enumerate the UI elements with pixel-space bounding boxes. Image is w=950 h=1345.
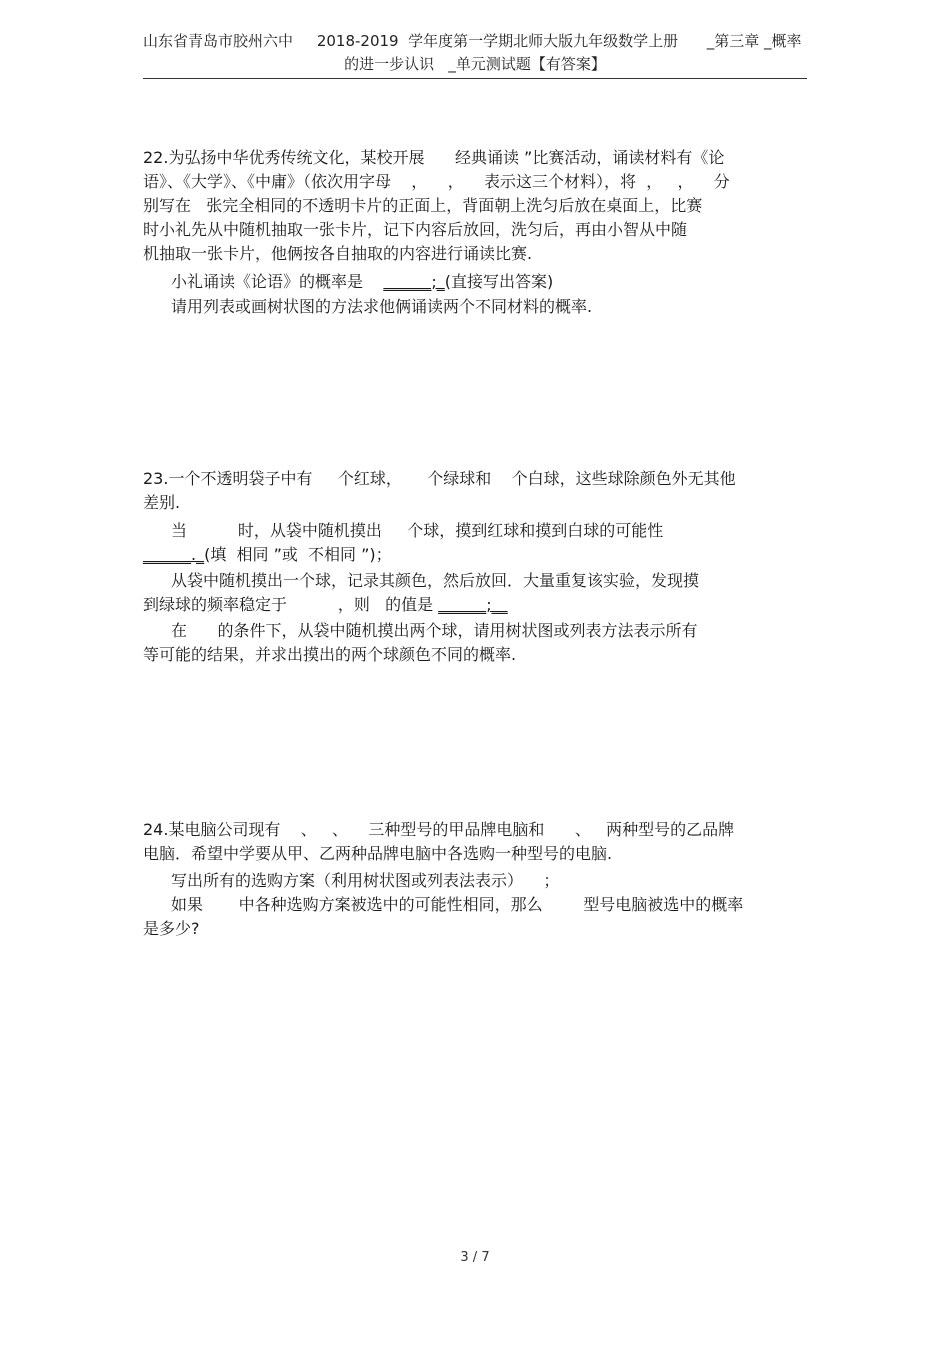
q24-stem-line-1: 24.某电脑公司现有 、 、 三种型号的甲品牌电脑和 、 两种型号的乙品牌 [143, 820, 735, 839]
q23-part-1-note: (填 相同 ”或 不相同 ”)； [204, 545, 392, 564]
q22-part-1-text: 小礼诵读《论语》的概率是 [171, 272, 384, 291]
q23-stem-line-1: 23.一个不透明袋子中有 个红球， 个绿球和 个白球，这些球除颜色外无其他 [143, 469, 736, 488]
q23-part-2-text: 到绿球的频率稳定于 ，则 的值是 [143, 595, 439, 614]
q23-part-2-cont [143, 593, 508, 617]
q22-stem-line-4: 时小礼先从中随机抽取一张卡片，记下内容后放回，洗匀后，再由小智从中随 [143, 220, 688, 239]
q22-part-2: 请用列表或画树状图的方法求他俩诵读两个不同材料的概率. [171, 297, 593, 316]
q22-part-1 [171, 270, 553, 294]
page-header [143, 30, 807, 76]
q24-part-2-cont: 是多少? [143, 919, 200, 938]
q23-part-1: 当 时，从袋中随机摸出 个球，摸到红球和摸到白球的可能性 [171, 521, 664, 540]
q23-answer-blank-2: ______;__ [438, 595, 508, 614]
header-divider [143, 78, 807, 79]
q22-stem-line-2: 语》、《大学》、《中庸》（依次用字母 ， ， 表示这三个材料），将 ， ， 分 [143, 172, 730, 191]
page-number: 3 / 7 [460, 1250, 490, 1265]
header-title-line-1: 山东省青岛市胶州六中 2018-2019 学年度第一学期北师大版九年级数学上册 _第三章 _概率 [143, 32, 802, 50]
q23-part-2: 从袋中随机摸出一个球，记录其颜色，然后放回．大量重复该实验，发现摸 [171, 571, 700, 590]
q23-stem-line-2: 差别. [143, 493, 181, 512]
q24-part-1: 写出所有的选购方案（利用树状图或列表法表示） ； [171, 871, 560, 890]
header-title-line-2: 的进一步认识 _单元测试题【有答案】 [344, 55, 606, 73]
q24-part-2: 如果 中各种选购方案被选中的可能性相同，那么 型号电脑被选中的概率 [171, 895, 744, 914]
q22-answer-blank: ______;_ [383, 272, 445, 291]
q23-part-3: 在 的条件下，从袋中随机摸出两个球，请用树状图或列表方法表示所有 [171, 621, 698, 640]
q22-part-1-note: (直接写出答案) [444, 272, 554, 291]
q22-stem-line-5: 机抽取一张卡片，他俩按各自抽取的内容进行诵读比赛. [143, 244, 533, 263]
q23-part-1-cont [143, 543, 392, 567]
q22-stem-line-3: 别写在 张完全相同的不透明卡片的正面上，背面朝上洗匀后放在桌面上，比赛 [143, 196, 703, 215]
q22-stem-line-1: 22.为弘扬中华优秀传统文化，某校开展 经典诵读 ”比赛活动，诵读材料有《论 [143, 148, 725, 167]
q24-stem-line-2: 电脑．希望中学要从甲、乙两种品牌电脑中各选购一种型号的电脑. [143, 844, 613, 863]
q23-answer-blank-1: ______._ [143, 545, 205, 564]
q23-part-3-cont: 等可能的结果，并求出摸出的两个球颜色不同的概率. [143, 645, 517, 664]
